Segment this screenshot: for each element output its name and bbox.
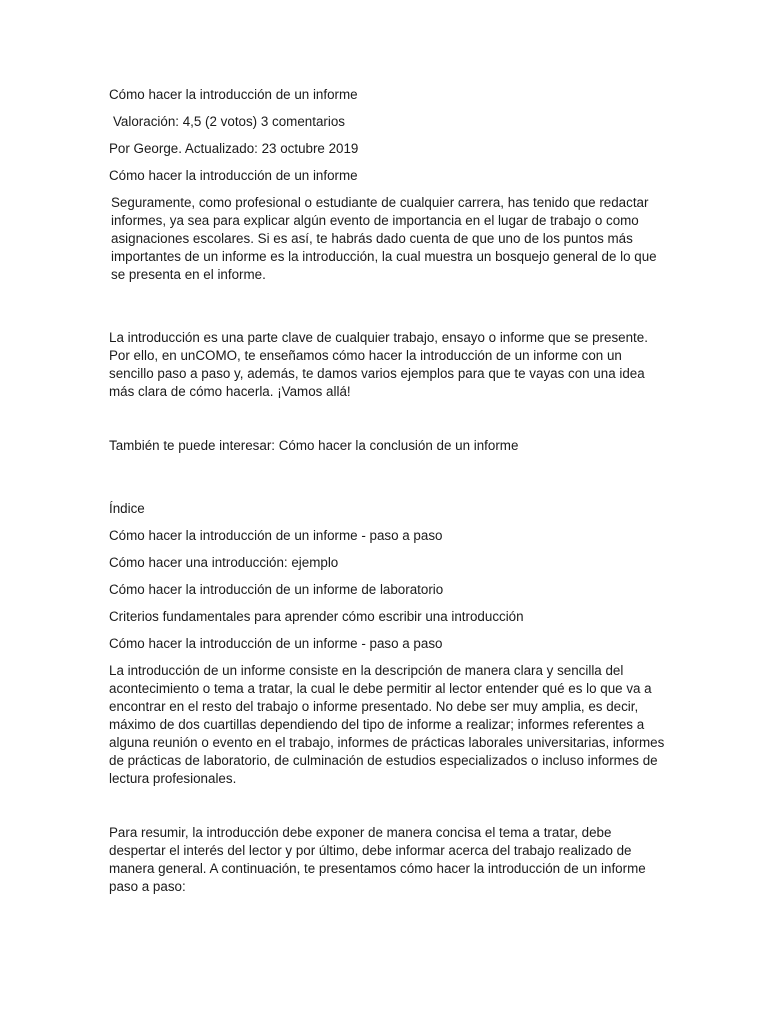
blank-line [109, 410, 669, 437]
related-article-line: También te puede interesar: Cómo hacer la conclusión de un informe [109, 438, 519, 453]
index-heading: Índice [109, 501, 145, 516]
second-paragraph: La introducción es una parte clave de cualquier trabajo, ensayo o informe que se presente. Por ello, en unCOMO, te enseñamos cómo hacer la introducción de un informe con un sencillo paso a paso y, además, te damos varios ejemplos para que te vayas con una idea más clara de cómo hacerla. ¡Vamos allá! [109, 330, 648, 399]
document-body [109, 86, 669, 905]
rating-line: Valoración: 4,5 (2 votos) 3 comentarios [113, 114, 345, 129]
index-item: Cómo hacer la introducción de un informe de laboratorio [109, 582, 444, 597]
blank-line [109, 797, 669, 824]
blank-line [109, 464, 669, 500]
section-paragraph: La introducción de un informe consiste en la descripción de manera clara y sencilla del acontecimiento o tema a tratar, la cual le debe permitir al lector entender qué es lo que va a encontrar en el resto del trabajo o informe presentado. No debe ser muy amplia, es decir, máximo de dos cuartillas dependiendo del tipo de informe a realizar; informes referentes a alguna reunión o evento en el trabajo, informes de prácticas laborales universitarias, informes de prácticas de laboratorio, de culminación de estudios especializados o incluso informes de lectura profesionales. [109, 663, 665, 786]
byline: Por George. Actualizado: 23 octubre 2019 [109, 141, 359, 156]
section-heading: Cómo hacer la introducción de un informe - paso a paso [109, 636, 443, 651]
blank-line [109, 293, 669, 329]
index-item: Cómo hacer una introducción: ejemplo [109, 555, 339, 570]
intro-paragraph: Seguramente, como profesional o estudiante de cualquier carrera, has tenido que redactar informes, ya sea para explicar algún evento de importancia en el lugar de trabajo o como asignaciones escolares. Si es así, te habrás dado cuenta de que uno de los puntos más importantes de un informe es la introducción, la cual muestra un bosquejo general de lo que se presenta en el informe. [111, 195, 657, 282]
index-item: Criterios fundamentales para aprender cómo escribir una introducción [109, 609, 524, 624]
summary-paragraph: Para resumir, la introducción debe exponer de manera concisa el tema a tratar, debe despertar el interés del lector y por último, debe informar acerca del trabajo realizado de manera general. A continuación, te presentamos cómo hacer la introducción de un informe paso a paso: [109, 825, 646, 894]
document-title: Cómo hacer la introducción de un informe [109, 87, 358, 102]
index-item: Cómo hacer la introducción de un informe - paso a paso [109, 528, 443, 543]
document-subtitle: Cómo hacer la introducción de un informe [109, 168, 358, 183]
